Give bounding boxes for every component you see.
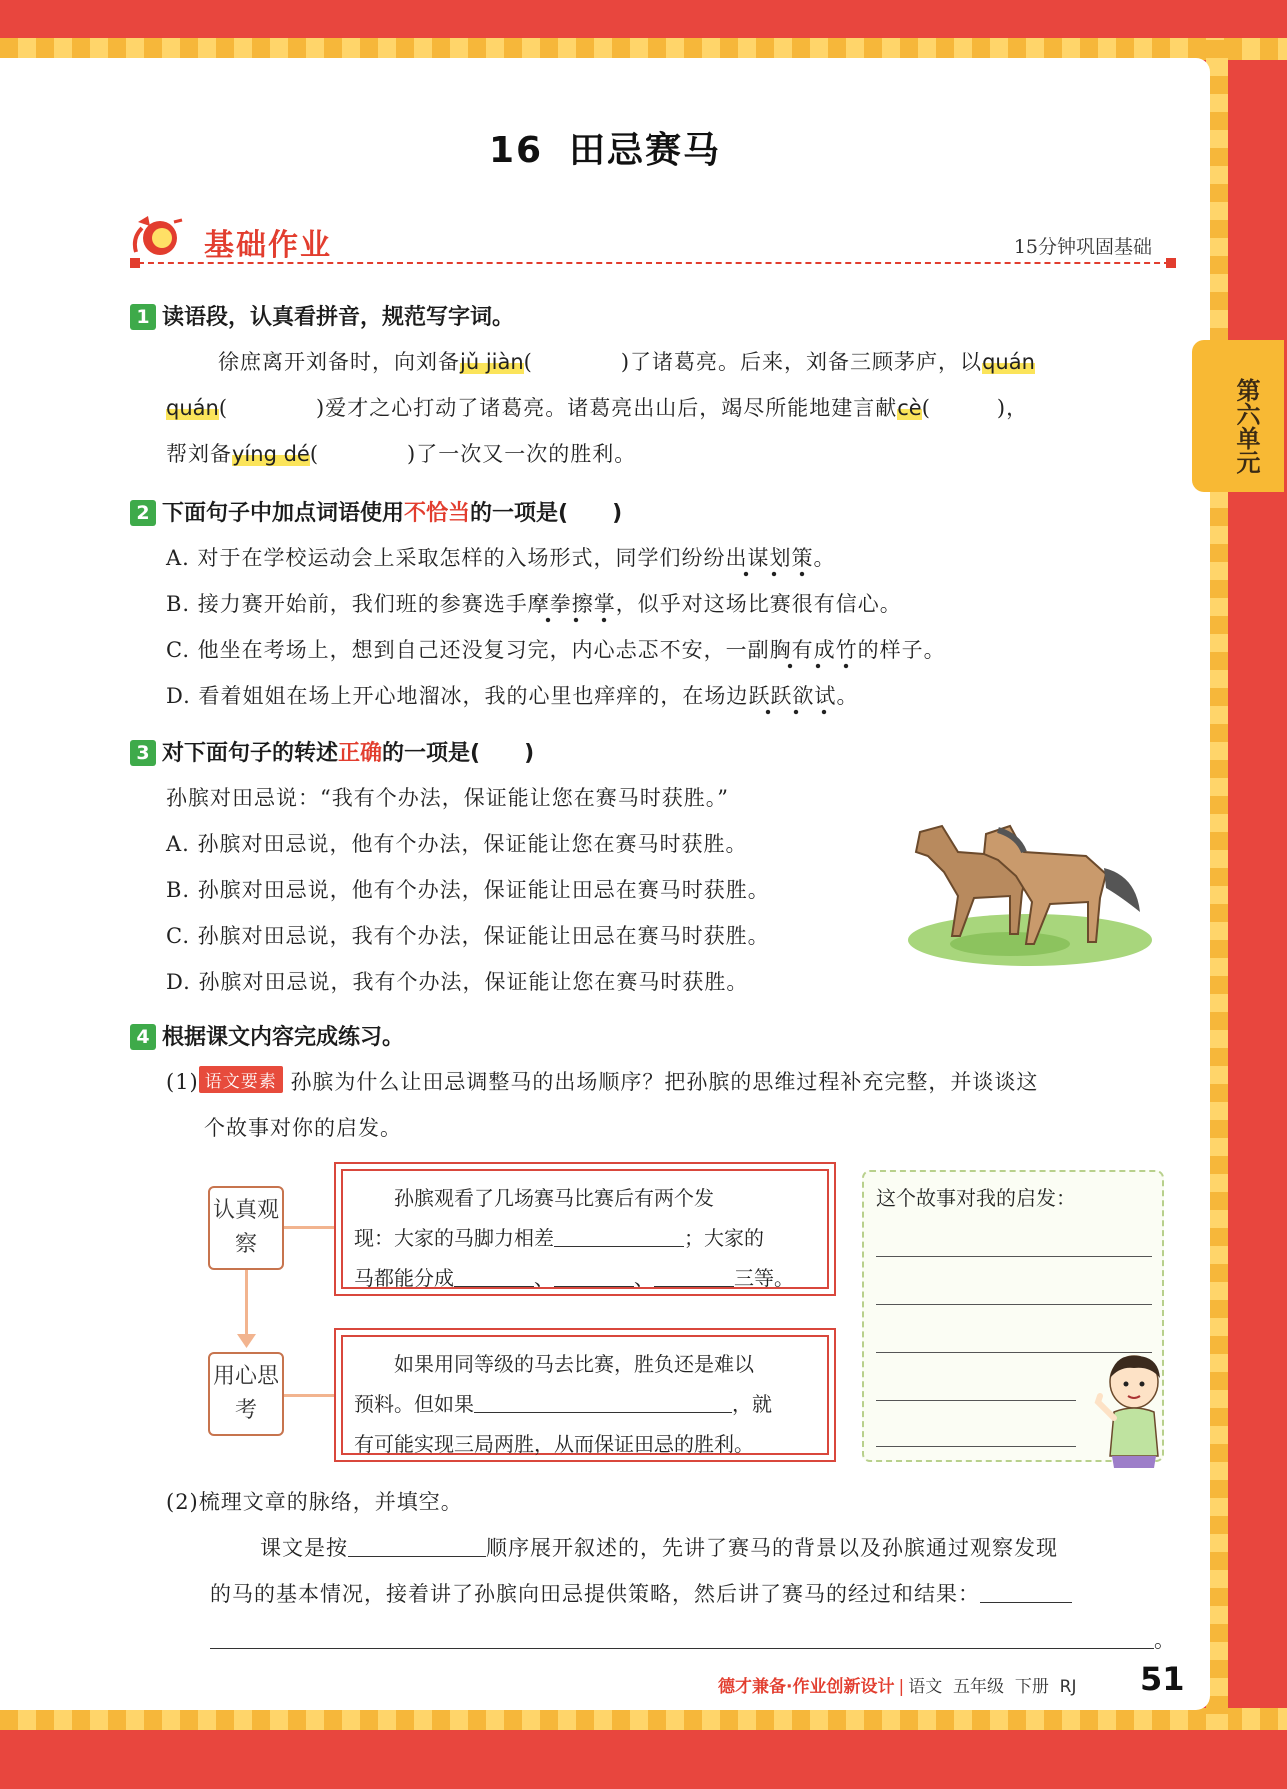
- question-4-number: 4: [130, 1024, 156, 1050]
- step-think: 用心思考: [208, 1352, 284, 1436]
- footer-volume: 下册: [1014, 1677, 1049, 1697]
- blank-speed-difference[interactable]: [554, 1226, 684, 1247]
- bottom-wavy-border: [0, 1708, 1287, 1730]
- pinyin-ying-de: yíng dé: [232, 442, 310, 466]
- q3-option-a[interactable]: A. 孙膑对田忌说，他有个办法，保证能让您在赛马时获胜。: [166, 832, 748, 856]
- footer-subject: 语文: [908, 1677, 943, 1697]
- blank-ce[interactable]: ( )，: [921, 396, 1029, 420]
- q3-option-c[interactable]: C. 孙膑对田忌说，我有个办法，保证能让田忌在赛马时获胜。: [166, 924, 770, 948]
- question-4-prompt: 根据课文内容完成练习。: [162, 1025, 405, 1050]
- lesson-name: 田忌赛马: [569, 130, 722, 171]
- dotted-word: 胸有成竹: [770, 638, 858, 670]
- q2-option-a[interactable]: A. 对于在学校运动会上采取怎样的入场形式，同学们纷纷出谋划策。: [166, 542, 836, 572]
- question-2-heading: 2 下面句子中加点词语使用不恰当的一项是( ): [130, 496, 622, 527]
- question-3-answer-slot[interactable]: 的一项是( ): [382, 741, 535, 766]
- emphasis-inappropriate: 不恰当: [404, 501, 471, 526]
- question-1-prompt: 读语段，认真看拼音，规范写字词。: [162, 305, 515, 330]
- question-4-heading: [130, 1020, 404, 1051]
- alarm-bell-icon: [130, 212, 188, 264]
- q4-part-2-line-1: 课文是按 顺序展开叙述的，先讲了赛马的背景以及孙膑通过观察发现: [260, 1536, 1058, 1560]
- blank-race-result-1[interactable]: [980, 1582, 1072, 1603]
- note-line[interactable]: [876, 1256, 1152, 1257]
- blank-ju-jian[interactable]: ( )了诸葛亮。后来，刘备三顾茅庐，以: [523, 350, 983, 374]
- q2-option-d[interactable]: D. 看着姐姐在场上开心地溜冰，我的心里也痒痒的，在场边跃跃欲试。: [166, 680, 858, 710]
- lesson-number: 16: [488, 130, 544, 171]
- footer-brand: 德才兼备·作业创新设计: [718, 1677, 895, 1697]
- q3-option-d[interactable]: D. 孙膑对田忌说，我有个办法，保证能让您在赛马时获胜。: [166, 970, 749, 994]
- arrow-down: [245, 1270, 248, 1340]
- q2-option-b[interactable]: B. 接力赛开始前，我们班的参赛选手摩拳擦掌，似乎对这场比赛很有信心。: [166, 588, 902, 618]
- blank-strategy[interactable]: [474, 1392, 732, 1413]
- q3-option-b[interactable]: B. 孙膑对田忌说，他有个办法，保证能让田忌在赛马时获胜。: [166, 878, 770, 902]
- question-2-number: 2: [130, 500, 156, 526]
- question-1-heading: [130, 300, 514, 331]
- q2-option-c[interactable]: C. 他坐在考场上，想到自己还没复习完，内心忐忑不安，一副胸有成竹的样子。: [166, 634, 946, 664]
- boy-pointing-illustration: [1092, 1352, 1172, 1468]
- blank-race-result-2[interactable]: [210, 1628, 1154, 1649]
- dotted-word: 跃跃欲试: [748, 684, 836, 716]
- blank-quan-quan[interactable]: ( )爱才之心打动了诸葛亮。诸葛亮出山后，竭尽所能地建言献: [218, 396, 898, 420]
- question-3-number: 3: [130, 740, 156, 766]
- dotted-word: 出谋划策: [726, 546, 814, 578]
- question-1-number: 1: [130, 304, 156, 330]
- q4-part-1-line-2: 个故事对你的启发。: [204, 1116, 402, 1140]
- footer-grade: 五年级: [953, 1677, 1005, 1697]
- q1-line-1: 徐庶离开刘备时，向刘备jǔ jiàn( )了诸葛亮。后来，刘备三顾茅庐，以quán: [218, 350, 1035, 374]
- blank-grade-3[interactable]: [654, 1266, 734, 1287]
- q1-line-3: 帮刘备yíng dé( )了一次又一次的胜利。: [166, 442, 637, 466]
- note-line[interactable]: [876, 1446, 1076, 1447]
- q4-part-2-line-3: 。: [210, 1624, 1176, 1654]
- note-line[interactable]: [876, 1304, 1152, 1305]
- note-title: 这个故事对我的启发：: [876, 1186, 1076, 1210]
- arrow-down-icon: [237, 1334, 256, 1348]
- connector-1: [284, 1226, 334, 1229]
- q4-part-1-line-1: (1) 语文要素 孙膑为什么让田忌调整马的出场顺序？把孙膑的思维过程补充完整，并谈谈这: [166, 1066, 1038, 1096]
- note-line[interactable]: [876, 1400, 1076, 1401]
- emphasis-correct: 正确: [338, 741, 383, 766]
- language-element-tag: 语文要素: [199, 1066, 283, 1093]
- two-horses-illustration: [900, 812, 1160, 972]
- section-header: [130, 212, 1170, 272]
- pinyin-quan-1: quán: [982, 350, 1035, 374]
- blank-ying-de[interactable]: ( )了一次又一次的胜利。: [309, 442, 637, 466]
- question-2-answer-slot[interactable]: 的一项是( ): [470, 501, 623, 526]
- lesson-title: [0, 122, 1210, 173]
- connector-2: [284, 1394, 334, 1397]
- blank-narrative-order[interactable]: [348, 1536, 486, 1557]
- unit-tab[interactable]: 第六单元: [1192, 340, 1284, 492]
- blank-grade-2[interactable]: [554, 1266, 634, 1287]
- page-number: 51: [1140, 1660, 1185, 1698]
- think-frame: 如果用同等级的马去比赛，胜负还是难以 预料。但如果 ，就 有可能实现三局两胜，从而保证田忌的胜利。: [334, 1328, 836, 1462]
- step-observe: 认真观察: [208, 1186, 284, 1270]
- q4-part-2-line-2: 的马的基本情况，接着讲了孙膑向田忌提供策略，然后讲了赛马的经过和结果：: [210, 1578, 1072, 1608]
- blank-grade-1[interactable]: [454, 1266, 534, 1287]
- footer: 德才兼备·作业创新设计 | 语文 五年级 下册 RJ: [718, 1677, 1077, 1697]
- q4-part-2: (2)梳理文章的脉络，并填空。: [166, 1490, 463, 1514]
- pinyin-quan-2: quán: [166, 396, 219, 420]
- observe-frame: 孙膑观看了几场赛马比赛后有两个发 现：大家的马脚力相差 ；大家的 马都能分成 、 、 三等。: [334, 1162, 836, 1296]
- section-divider: [138, 262, 1170, 264]
- question-3-heading: 3 对下面句子的转述正确的一项是( ): [130, 736, 534, 767]
- q3-quote: 孙膑对田忌说：“我有个办法，保证能让您在赛马时获胜。”: [166, 786, 729, 810]
- dotted-word: 摩拳擦掌: [528, 592, 616, 624]
- section-time-note: 15分钟巩固基础: [1013, 236, 1152, 258]
- footer-edition: RJ: [1059, 1677, 1077, 1697]
- pinyin-ju-jian: jǔ jiàn: [460, 350, 524, 374]
- pinyin-ce: cè: [897, 396, 922, 420]
- section-label: 基础作业: [204, 228, 332, 263]
- top-wavy-border: [0, 38, 1287, 60]
- q1-line-2: [166, 392, 1028, 422]
